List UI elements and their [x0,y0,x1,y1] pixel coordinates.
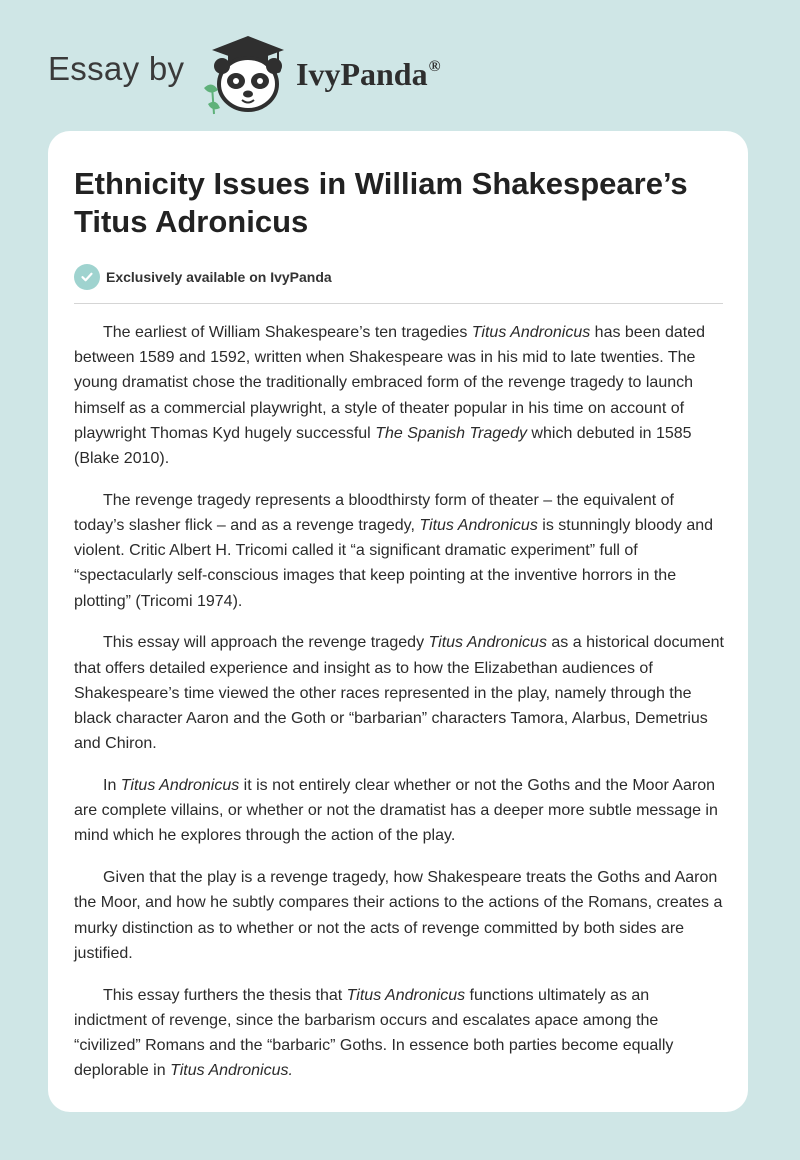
paragraph-text: In [103,777,121,795]
essay-paragraph [74,320,724,471]
paragraph-text: This essay will approach the revenge tragedy [103,634,429,652]
paragraph-text: it is not entirely clear whether or not the Goths and the Moor Aaron are complete villains, or whether or not the dramatist has a deeper more subtle message in mind which he explores through the action of the play. [74,777,718,845]
italic-title: Titus Andronicus. [170,1062,293,1080]
italic-title: The Spanish Tragedy [375,424,527,442]
paragraph-text: Given that the play is a revenge tragedy, how Shakespeare treats the Goths and Aaron the Moor, and how he subtly compares their actions to the actions of the Romans, creates a murky distinction as to whether or not the acts of revenge committed by both sides are justified. [74,869,723,962]
essay-body [74,320,724,1100]
paragraph-text: is stunningly bloody and violent. Critic Albert H. Tricomi called it “a significant dramatic experiment” full of “spectacularly self-conscious images that keep pointing at the inventive horrors in the plotting” (Tricomi 1974). [74,517,714,610]
italic-title: Titus Andronicus [428,634,547,652]
paragraph-text: has been dated between 1589 and 1592, written when Shakespeare was in his mid to late twenties. The young dramatist chose the traditionally embraced form of the revenge tragedy to launch himself as a commercial playwright, a style of theater popular in his time on account of playwright Thomas Kyd hugely successful [74,324,705,442]
paragraph-text: functions ultimately as an indictment of revenge, since the barbarism occurs and escalates apace among the “civilized” Romans and the “barbaric” Goths. In essence both parties become equally deplorable in [74,986,674,1080]
essay-card [48,131,748,1112]
divider [74,303,723,304]
check-icon [74,264,100,290]
essay-paragraph [74,983,724,1084]
site-header [48,28,748,118]
paragraph-text: as a historical document that offers detailed experience and insight as to how the Elizabethan audiences of Shakespeare’s time viewed the other races represented in the play, namely through the black character Aaron and the Goth or “barbarian” characters Tamora, Alarbus, Demetrius and Chiron. [74,634,724,753]
paragraph-text: This essay furthers the thesis that [103,986,347,1004]
italic-title: Titus Andronicus [471,324,591,341]
essay-paragraph [74,865,724,966]
essay-by-label: Essay by [48,50,185,87]
brand-text: IvyPanda [296,56,428,92]
italic-title: Titus Andronicus [346,986,466,1004]
paragraph-text: The revenge tragedy represents a bloodthirsty form of theater – the equivalent of today’s slasher flick – and as a revenge tragedy, [74,491,674,535]
italic-title: Titus Andronicus [120,777,240,795]
italic-title: Titus Andronicus [419,517,538,535]
brand-name[interactable] [296,56,441,93]
essay-paragraph [74,630,724,756]
paragraph-text: which debuted in 1585 (Blake 2010). [74,424,692,468]
panda-logo-icon[interactable] [198,28,298,118]
essay-title: Ethnicity Issues in William Shakespeare’s Titus Adronicus [74,166,688,239]
registered-mark: ® [428,58,441,75]
essay-paragraph [74,488,724,614]
essay-paragraph [74,773,724,849]
paragraph-text: The earliest of William Shakespeare’s ten tragedies [103,324,472,341]
exclusive-badge [74,264,332,290]
badge-label: Exclusively available on IvyPanda [106,269,332,285]
